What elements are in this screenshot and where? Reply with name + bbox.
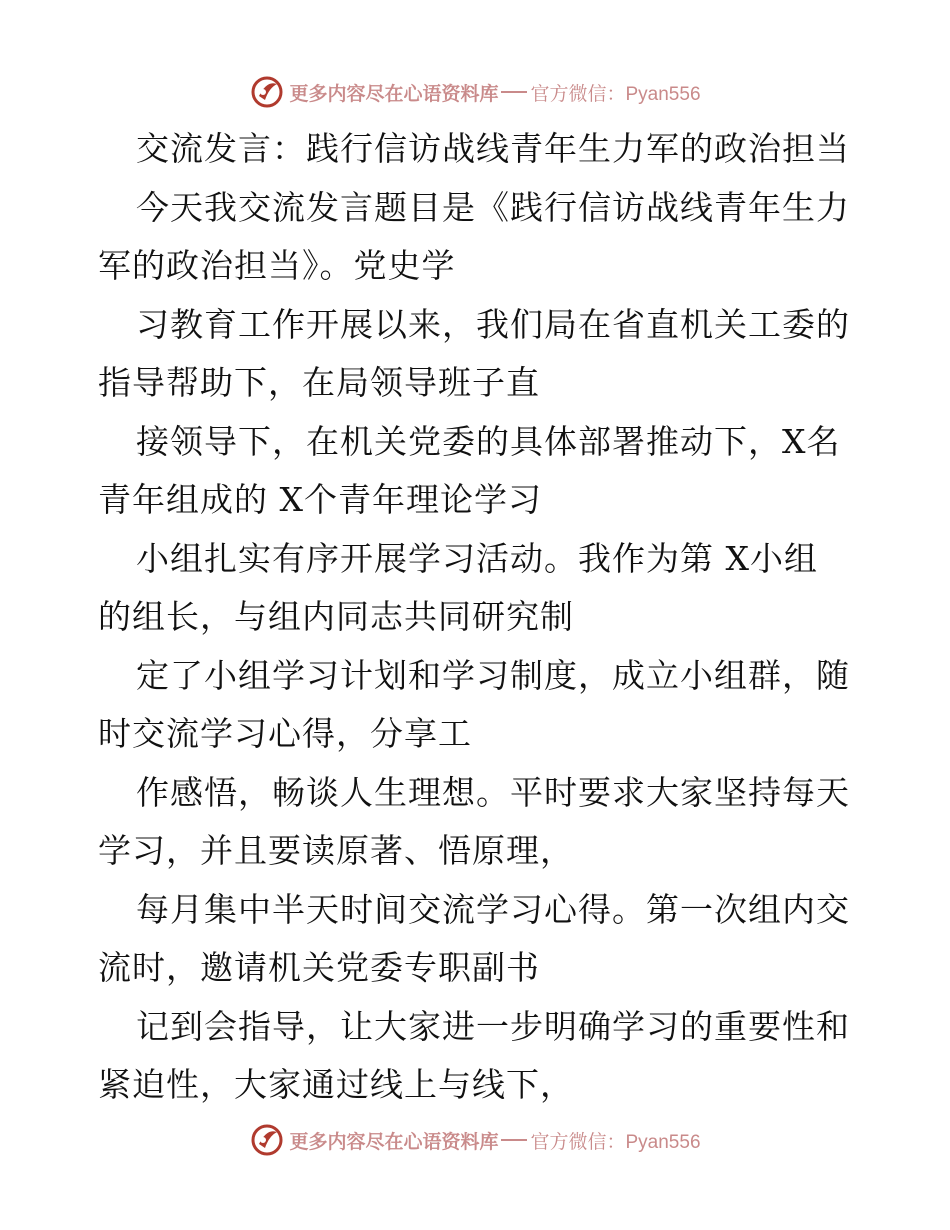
paragraph-line: 今天我交流发言题目是《践行信访战线青年生力 (136, 187, 850, 227)
banner-wechat: 官方微信：Pyan556 (530, 83, 701, 105)
paragraph-line: 的组长，与组内同志共同研究制 (98, 597, 574, 636)
brand-logo-icon (249, 74, 285, 110)
paragraph-line: 定了小组学习计划和学习制度，成立小组群，随 (136, 655, 850, 695)
document-body (98, 120, 858, 1115)
banner-divider (501, 91, 527, 93)
document-title-line: 交流发言：践行信访战线青年生力军的政治担当 (136, 129, 850, 168)
paragraph-line: 习教育工作开展以来，我们局在省直机关工委的 (136, 304, 850, 344)
paragraph-line: 小组扎实有序开展学习活动。我作为第 X小组 (136, 538, 818, 578)
paragraph-line: 青年组成的 X个青年理论学习 (98, 480, 542, 519)
paragraph-line: 军的政治担当》。党史学 (98, 246, 456, 285)
paragraph-line: 指导帮助下，在局领导班子直 (98, 363, 540, 402)
banner-title: 更多内容尽在心语资料库 (289, 1130, 499, 1153)
header-watermark-banner (0, 72, 950, 112)
banner-wechat: 官方微信：Pyan556 (530, 1131, 701, 1153)
banner-title: 更多内容尽在心语资料库 (289, 82, 499, 105)
paragraph-line: 学习，并且要读原著、悟原理， (98, 831, 574, 870)
paragraph-line: 时交流学习心得，分享工 (98, 714, 472, 753)
brand-logo-icon (249, 1122, 285, 1158)
paragraph-line: 记到会指导，让大家进一步明确学习的重要性和 (136, 1006, 850, 1046)
paragraph-line: 紧迫性，大家通过线上与线下， (98, 1065, 574, 1104)
paragraph-line: 作感悟，畅谈人生理想。平时要求大家坚持每天 (136, 772, 850, 812)
footer-watermark-banner (0, 1120, 950, 1160)
banner-divider (501, 1139, 527, 1141)
paragraph-line: 流时，邀请机关党委专职副书 (98, 948, 540, 987)
paragraph-line: 每月集中半天时间交流学习心得。第一次组内交 (136, 889, 850, 929)
paragraph-line: 接领导下，在机关党委的具体部署推动下，X名 (136, 421, 841, 461)
